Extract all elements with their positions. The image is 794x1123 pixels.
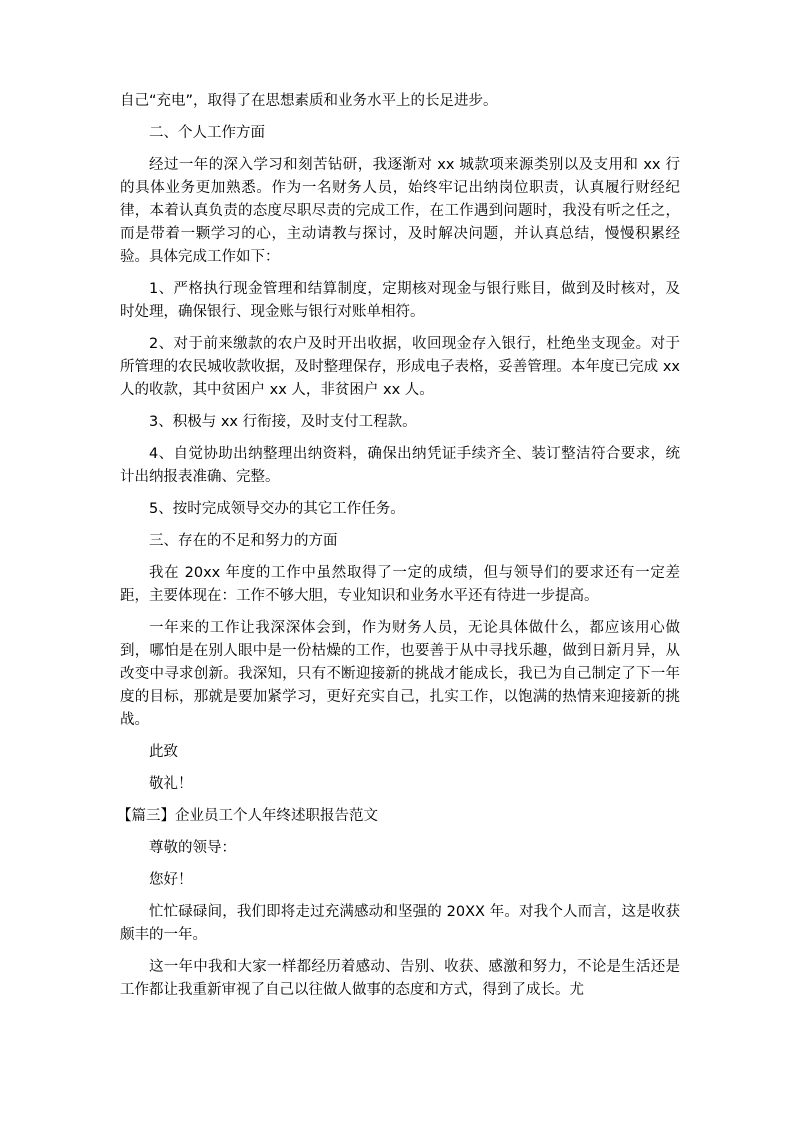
paragraph-work-overview: 经过一年的深入学习和刻苦钻研，我逐渐对 xx 城款项来源类别以及支用和 xx 行的具体业务更加熟悉。作为一名财务人员，始终牢记出纳岗位职责，认真履行财经纪律，本着认真负责的态度尽职尽责的完成工作，在工作遇到问题时，我没有听之任之，而是带着一颗学习的心，主动请教与探讨，及时解决问题，并认真总结，慢慢积累经验。具体完成工作如下： — [120, 157, 680, 265]
article-title-part-three: 【篇三】企业员工个人年终述职报告范文 — [117, 808, 378, 824]
greeting: 您好！ — [149, 872, 193, 888]
closing-jingli: 敬礼！ — [149, 776, 193, 792]
paragraph-reflection: 一年来的工作让我深深体会到，作为财务人员，无论具体做什么，都应该用心做到，哪怕是在别人眼中是一份枯燥的工作，也要善于从中寻找乐趣，做到日新月异，从改变中寻求创新。我深知，只有不断迎接新的挑战才能成长，我已为自己制定了下一年度的目标，那就是要加紧学习，更好充实自己，扎实工作，以饱满的热情来迎接新的挑战。 — [120, 620, 680, 728]
paragraph-year-experience: 这一年中我和大家一样都经历着感动、告别、收获、感激和努力，不论是生活还是工作都让我重新审视了自己以往做人做事的态度和方式，得到了成长。尤 — [120, 959, 680, 998]
salutation: 尊敬的领导： — [149, 840, 236, 856]
list-item-1: 1、严格执行现金管理和结算制度，定期核对现金与银行账目，做到及时核对，及时处理，确保银行、现金账与银行对账单相符。 — [120, 281, 680, 320]
paragraph-shortcomings: 我在 20xx 年度的工作中虽然取得了一定的成绩，但与领导们的要求还有一定差距，主要体现在：工作不够大胆，专业知识和业务水平还有待进一步提高。 — [120, 565, 680, 604]
list-item-3: 3、积极与 xx 行衔接，及时支付工程款。 — [149, 414, 417, 430]
closing-cizhi: 此致 — [149, 744, 178, 760]
list-item-4: 4、自觉协助出纳整理出纳资料，确保出纳凭证手续齐全、装订整洁符合要求，统计出纳报表准确、完整。 — [120, 446, 680, 485]
section-heading-shortcomings: 三、存在的不足和努力的方面 — [149, 533, 338, 549]
document-page — [117, 90, 680, 1011]
section-heading-personal-work: 二、个人工作方面 — [149, 125, 265, 141]
paragraph-continuation: 自己“充电”，取得了在思想素质和业务水平上的长足进步。 — [120, 93, 498, 109]
list-item-5: 5、按时完成领导交办的其它工作任务。 — [149, 501, 405, 517]
list-item-2: 2、对于前来缴款的农户及时开出收据，收回现金存入银行，杜绝坐支现金。对于所管理的农民城收款收据，及时整理保存，形成电子表格，妥善管理。本年度已完成 xx 人的收款，其中贫困户 xx 人，非贫困户 xx 人。 — [120, 336, 680, 398]
paragraph-year-intro: 忙忙碌碌间，我们即将走过充满感动和坚强的 20XX 年。对我个人而言，这是收获颇丰的一年。 — [120, 904, 680, 943]
